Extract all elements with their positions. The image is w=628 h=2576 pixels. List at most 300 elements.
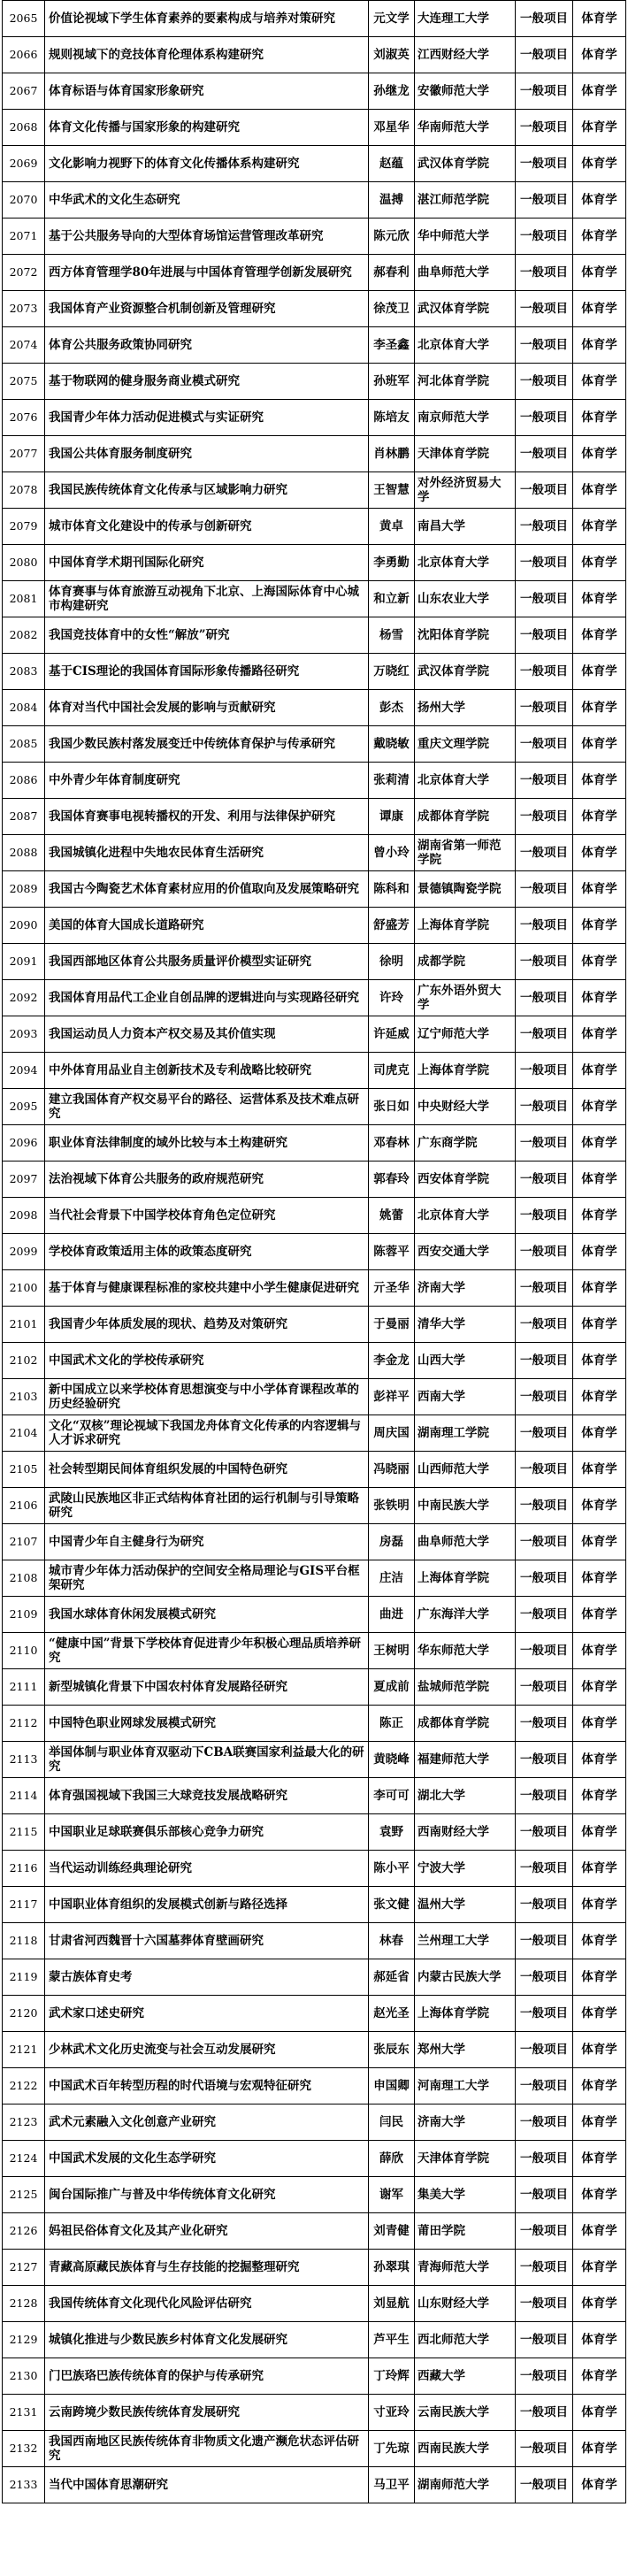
row-number: 2090 bbox=[3, 908, 45, 944]
row-number: 2131 bbox=[3, 2395, 45, 2431]
row-number: 2082 bbox=[3, 617, 45, 654]
project-type: 一般项目 bbox=[516, 1706, 573, 1742]
institution: 广东外语外贸大学 bbox=[415, 980, 516, 1016]
row-number: 2101 bbox=[3, 1307, 45, 1343]
row-number: 2104 bbox=[3, 1415, 45, 1452]
principal-investigator: 许延威 bbox=[369, 1016, 415, 1053]
project-type: 一般项目 bbox=[516, 436, 573, 472]
table-row bbox=[3, 327, 626, 364]
project-type: 一般项目 bbox=[516, 2213, 573, 2250]
table-row bbox=[3, 1851, 626, 1887]
institution: 西南财经大学 bbox=[415, 1814, 516, 1851]
discipline: 体育学 bbox=[573, 1742, 626, 1778]
table-row bbox=[3, 1307, 626, 1343]
discipline: 体育学 bbox=[573, 73, 626, 110]
institution: 辽宁师范大学 bbox=[415, 1016, 516, 1053]
principal-investigator: 刘青健 bbox=[369, 2213, 415, 2250]
project-type: 一般项目 bbox=[516, 2032, 573, 2068]
principal-investigator: 陈元欣 bbox=[369, 218, 415, 255]
table-row bbox=[3, 1270, 626, 1307]
project-title: 城镇化推进与少数民族乡村体育文化发展研究 bbox=[45, 2322, 369, 2358]
project-type: 一般项目 bbox=[516, 1959, 573, 1996]
project-title: “健康中国”背景下学校体育促进青少年积极心理品质培养研究 bbox=[45, 1633, 369, 1669]
project-type: 一般项目 bbox=[516, 1851, 573, 1887]
project-type: 一般项目 bbox=[516, 1524, 573, 1560]
institution: 成都体育学院 bbox=[415, 1706, 516, 1742]
project-title: 我国少数民族村落发展变迁中传统体育保护与传承研究 bbox=[45, 726, 369, 763]
discipline: 体育学 bbox=[573, 1996, 626, 2032]
project-title: 体育赛事与体育旅游互动视角下北京、上海国际体育中心城市构建研究 bbox=[45, 581, 369, 617]
table-row bbox=[3, 1162, 626, 1198]
project-title: 我国青少年体力活动促进模式与实证研究 bbox=[45, 400, 369, 436]
row-number: 2097 bbox=[3, 1162, 45, 1198]
principal-investigator: 许玲 bbox=[369, 980, 415, 1016]
project-type: 一般项目 bbox=[516, 1, 573, 37]
institution: 温州大学 bbox=[415, 1887, 516, 1923]
row-number: 2079 bbox=[3, 509, 45, 545]
table-row bbox=[3, 1, 626, 37]
project-type: 一般项目 bbox=[516, 255, 573, 291]
table-row bbox=[3, 1415, 626, 1452]
project-title: 体育标语与体育国家形象研究 bbox=[45, 73, 369, 110]
institution: 重庆文理学院 bbox=[415, 726, 516, 763]
table-row bbox=[3, 1089, 626, 1125]
table-row bbox=[3, 2177, 626, 2213]
row-number: 2126 bbox=[3, 2213, 45, 2250]
institution: 郑州大学 bbox=[415, 2032, 516, 2068]
table-row bbox=[3, 835, 626, 871]
institution: 西南民族大学 bbox=[415, 2431, 516, 2467]
institution: 河北体育学院 bbox=[415, 364, 516, 400]
project-title: 基于体育与健康课程标准的家校共建中小学生健康促进研究 bbox=[45, 1270, 369, 1307]
row-number: 2100 bbox=[3, 1270, 45, 1307]
project-type: 一般项目 bbox=[516, 2286, 573, 2322]
discipline: 体育学 bbox=[573, 726, 626, 763]
project-type: 一般项目 bbox=[516, 1343, 573, 1379]
principal-investigator: 马卫平 bbox=[369, 2467, 415, 2503]
institution: 江西财经大学 bbox=[415, 37, 516, 73]
table-row bbox=[3, 871, 626, 908]
discipline: 体育学 bbox=[573, 2104, 626, 2141]
principal-investigator: 李勇勤 bbox=[369, 545, 415, 581]
row-number: 2085 bbox=[3, 726, 45, 763]
institution: 西安体育学院 bbox=[415, 1162, 516, 1198]
project-title: 体育对当代中国社会发展的影响与贡献研究 bbox=[45, 690, 369, 726]
discipline: 体育学 bbox=[573, 1778, 626, 1814]
project-title: 举国体制与职业体育双驱动下CBA联赛国家利益最大化的研究 bbox=[45, 1742, 369, 1778]
principal-investigator: 戴晓敏 bbox=[369, 726, 415, 763]
institution: 西安交通大学 bbox=[415, 1234, 516, 1270]
project-title: 妈祖民俗体育文化及其产业化研究 bbox=[45, 2213, 369, 2250]
discipline: 体育学 bbox=[573, 472, 626, 509]
row-number: 2072 bbox=[3, 255, 45, 291]
principal-investigator: 郝春利 bbox=[369, 255, 415, 291]
discipline: 体育学 bbox=[573, 1524, 626, 1560]
table-row bbox=[3, 654, 626, 690]
institution: 武汉体育学院 bbox=[415, 654, 516, 690]
project-type: 一般项目 bbox=[516, 2467, 573, 2503]
project-type: 一般项目 bbox=[516, 799, 573, 835]
project-title: 我国竞技体育中的女性“解放”研究 bbox=[45, 617, 369, 654]
project-type: 一般项目 bbox=[516, 1016, 573, 1053]
institution: 济南大学 bbox=[415, 2104, 516, 2141]
principal-investigator: 杨雪 bbox=[369, 617, 415, 654]
principal-investigator: 冯晓丽 bbox=[369, 1452, 415, 1488]
institution: 上海体育学院 bbox=[415, 1053, 516, 1089]
project-type: 一般项目 bbox=[516, 1125, 573, 1162]
row-number: 2065 bbox=[3, 1, 45, 37]
institution: 曲阜师范大学 bbox=[415, 255, 516, 291]
project-title: 中外体育用品业自主创新技术及专利战略比较研究 bbox=[45, 1053, 369, 1089]
project-title: 当代社会背景下中国学校体育角色定位研究 bbox=[45, 1198, 369, 1234]
principal-investigator: 曾小玲 bbox=[369, 835, 415, 871]
table-row bbox=[3, 2213, 626, 2250]
row-number: 2110 bbox=[3, 1633, 45, 1669]
project-title: 西方体育管理学80年进展与中国体育管理学创新发展研究 bbox=[45, 255, 369, 291]
discipline: 体育学 bbox=[573, 617, 626, 654]
table-row bbox=[3, 400, 626, 436]
project-list-body bbox=[3, 1, 626, 2503]
principal-investigator: 万晓红 bbox=[369, 654, 415, 690]
discipline: 体育学 bbox=[573, 255, 626, 291]
row-number: 2074 bbox=[3, 327, 45, 364]
principal-investigator: 芦平生 bbox=[369, 2322, 415, 2358]
project-title: 我国公共体育服务制度研究 bbox=[45, 436, 369, 472]
institution: 扬州大学 bbox=[415, 690, 516, 726]
project-type: 一般项目 bbox=[516, 146, 573, 182]
project-title: 新型城镇化背景下中国农村体育发展路径研究 bbox=[45, 1669, 369, 1706]
row-number: 2070 bbox=[3, 182, 45, 218]
institution: 济南大学 bbox=[415, 1270, 516, 1307]
table-row bbox=[3, 1814, 626, 1851]
row-number: 2078 bbox=[3, 472, 45, 509]
principal-investigator: 黄晓峰 bbox=[369, 1742, 415, 1778]
discipline: 体育学 bbox=[573, 436, 626, 472]
table-row bbox=[3, 2322, 626, 2358]
project-type: 一般项目 bbox=[516, 2104, 573, 2141]
table-row bbox=[3, 581, 626, 617]
project-type: 一般项目 bbox=[516, 327, 573, 364]
row-number: 2122 bbox=[3, 2068, 45, 2104]
table-row bbox=[3, 799, 626, 835]
project-title: 我国西南地区民族传统体育非物质文化遗产濒危状态评估研究 bbox=[45, 2431, 369, 2467]
project-type: 一般项目 bbox=[516, 1560, 573, 1597]
discipline: 体育学 bbox=[573, 799, 626, 835]
project-title: 基于公共服务导向的大型体育场馆运营管理改革研究 bbox=[45, 218, 369, 255]
project-title: 云南跨境少数民族传统体育发展研究 bbox=[45, 2395, 369, 2431]
table-row bbox=[3, 1887, 626, 1923]
table-row bbox=[3, 617, 626, 654]
discipline: 体育学 bbox=[573, 1597, 626, 1633]
row-number: 2096 bbox=[3, 1125, 45, 1162]
table-row bbox=[3, 291, 626, 327]
institution: 内蒙古民族大学 bbox=[415, 1959, 516, 1996]
institution: 云南民族大学 bbox=[415, 2395, 516, 2431]
table-row bbox=[3, 472, 626, 509]
project-type: 一般项目 bbox=[516, 545, 573, 581]
project-type: 一般项目 bbox=[516, 1234, 573, 1270]
discipline: 体育学 bbox=[573, 1851, 626, 1887]
table-row bbox=[3, 1053, 626, 1089]
project-type: 一般项目 bbox=[516, 218, 573, 255]
institution: 湖北大学 bbox=[415, 1778, 516, 1814]
institution: 安徽师范大学 bbox=[415, 73, 516, 110]
principal-investigator: 赵蕴 bbox=[369, 146, 415, 182]
institution: 武汉体育学院 bbox=[415, 146, 516, 182]
table-row bbox=[3, 37, 626, 73]
discipline: 体育学 bbox=[573, 182, 626, 218]
project-title: 门巴族珞巴族传统体育的保护与传承研究 bbox=[45, 2358, 369, 2395]
table-row bbox=[3, 726, 626, 763]
row-number: 2088 bbox=[3, 835, 45, 871]
row-number: 2115 bbox=[3, 1814, 45, 1851]
table-row bbox=[3, 2395, 626, 2431]
principal-investigator: 王智慧 bbox=[369, 472, 415, 509]
project-title: 我国民族传统体育文化传承与区域影响力研究 bbox=[45, 472, 369, 509]
row-number: 2092 bbox=[3, 980, 45, 1016]
principal-investigator: 房磊 bbox=[369, 1524, 415, 1560]
project-title: 文化“双核”理论视域下我国龙舟体育文化传承的内容逻辑与人才诉求研究 bbox=[45, 1415, 369, 1452]
discipline: 体育学 bbox=[573, 2213, 626, 2250]
row-number: 2111 bbox=[3, 1669, 45, 1706]
institution: 成都学院 bbox=[415, 944, 516, 980]
principal-investigator: 陈正 bbox=[369, 1706, 415, 1742]
project-type: 一般项目 bbox=[516, 835, 573, 871]
discipline: 体育学 bbox=[573, 1307, 626, 1343]
project-type: 一般项目 bbox=[516, 2322, 573, 2358]
row-number: 2105 bbox=[3, 1452, 45, 1488]
table-row bbox=[3, 146, 626, 182]
institution: 莆田学院 bbox=[415, 2213, 516, 2250]
institution: 北京体育大学 bbox=[415, 545, 516, 581]
table-row bbox=[3, 255, 626, 291]
principal-investigator: 闫民 bbox=[369, 2104, 415, 2141]
row-number: 2130 bbox=[3, 2358, 45, 2395]
row-number: 2099 bbox=[3, 1234, 45, 1270]
project-title: 甘肃省河西魏晋十六国墓葬体育壁画研究 bbox=[45, 1923, 369, 1959]
project-title: 我国古今陶瓷艺术体育素材应用的价值取向及发展策略研究 bbox=[45, 871, 369, 908]
project-title: 中国体育学术期刊国际化研究 bbox=[45, 545, 369, 581]
principal-investigator: 周庆国 bbox=[369, 1415, 415, 1452]
row-number: 2125 bbox=[3, 2177, 45, 2213]
discipline: 体育学 bbox=[573, 654, 626, 690]
principal-investigator: 姚蕾 bbox=[369, 1198, 415, 1234]
table-row bbox=[3, 1379, 626, 1415]
institution: 沈阳体育学院 bbox=[415, 617, 516, 654]
principal-investigator: 庄洁 bbox=[369, 1560, 415, 1597]
project-type: 一般项目 bbox=[516, 1887, 573, 1923]
table-row bbox=[3, 364, 626, 400]
principal-investigator: 元文学 bbox=[369, 1, 415, 37]
institution: 北京体育大学 bbox=[415, 1198, 516, 1234]
discipline: 体育学 bbox=[573, 2177, 626, 2213]
project-list-table bbox=[2, 0, 626, 2503]
discipline: 体育学 bbox=[573, 690, 626, 726]
project-type: 一般项目 bbox=[516, 2431, 573, 2467]
institution: 山东财经大学 bbox=[415, 2286, 516, 2322]
principal-investigator: 黄卓 bbox=[369, 509, 415, 545]
principal-investigator: 刘淑英 bbox=[369, 37, 415, 73]
project-type: 一般项目 bbox=[516, 1996, 573, 2032]
row-number: 2095 bbox=[3, 1089, 45, 1125]
principal-investigator: 舒盛芳 bbox=[369, 908, 415, 944]
project-title: 职业体育法律制度的域外比较与本土构建研究 bbox=[45, 1125, 369, 1162]
row-number: 2129 bbox=[3, 2322, 45, 2358]
table-row bbox=[3, 1633, 626, 1669]
project-title: 新中国成立以来学校体育思想演变与中小学体育课程改革的历史经验研究 bbox=[45, 1379, 369, 1415]
discipline: 体育学 bbox=[573, 37, 626, 73]
institution: 中南民族大学 bbox=[415, 1488, 516, 1524]
discipline: 体育学 bbox=[573, 1706, 626, 1742]
discipline: 体育学 bbox=[573, 218, 626, 255]
project-title: 中国青少年自主健身行为研究 bbox=[45, 1524, 369, 1560]
row-number: 2118 bbox=[3, 1923, 45, 1959]
row-number: 2089 bbox=[3, 871, 45, 908]
row-number: 2119 bbox=[3, 1959, 45, 1996]
discipline: 体育学 bbox=[573, 1125, 626, 1162]
project-title: 城市青少年体力活动保护的空间安全格局理论与GIS平台框架研究 bbox=[45, 1560, 369, 1597]
discipline: 体育学 bbox=[573, 2032, 626, 2068]
project-title: 基于CIS理论的我国体育国际形象传播路径研究 bbox=[45, 654, 369, 690]
institution: 西北师范大学 bbox=[415, 2322, 516, 2358]
row-number: 2091 bbox=[3, 944, 45, 980]
table-row bbox=[3, 908, 626, 944]
project-type: 一般项目 bbox=[516, 871, 573, 908]
principal-investigator: 袁野 bbox=[369, 1814, 415, 1851]
project-type: 一般项目 bbox=[516, 182, 573, 218]
project-title: 城市体育文化建设中的传承与创新研究 bbox=[45, 509, 369, 545]
discipline: 体育学 bbox=[573, 291, 626, 327]
institution: 湛江师范学院 bbox=[415, 182, 516, 218]
project-type: 一般项目 bbox=[516, 110, 573, 146]
project-type: 一般项目 bbox=[516, 2141, 573, 2177]
institution: 清华大学 bbox=[415, 1307, 516, 1343]
table-row bbox=[3, 1016, 626, 1053]
principal-investigator: 孙班军 bbox=[369, 364, 415, 400]
row-number: 2075 bbox=[3, 364, 45, 400]
row-number: 2083 bbox=[3, 654, 45, 690]
project-title: 基于物联网的健身服务商业模式研究 bbox=[45, 364, 369, 400]
project-title: 我国城镇化进程中失地农民体育生活研究 bbox=[45, 835, 369, 871]
project-type: 一般项目 bbox=[516, 1742, 573, 1778]
table-row bbox=[3, 690, 626, 726]
table-row bbox=[3, 2250, 626, 2286]
discipline: 体育学 bbox=[573, 146, 626, 182]
row-number: 2102 bbox=[3, 1343, 45, 1379]
table-row bbox=[3, 110, 626, 146]
discipline: 体育学 bbox=[573, 1270, 626, 1307]
principal-investigator: 孙翠琪 bbox=[369, 2250, 415, 2286]
table-row bbox=[3, 1923, 626, 1959]
principal-investigator: 谭康 bbox=[369, 799, 415, 835]
discipline: 体育学 bbox=[573, 1234, 626, 1270]
row-number: 2123 bbox=[3, 2104, 45, 2141]
table-row bbox=[3, 1778, 626, 1814]
discipline: 体育学 bbox=[573, 908, 626, 944]
discipline: 体育学 bbox=[573, 1053, 626, 1089]
discipline: 体育学 bbox=[573, 1923, 626, 1959]
institution: 景德镇陶瓷学院 bbox=[415, 871, 516, 908]
table-row bbox=[3, 2141, 626, 2177]
principal-investigator: 亓圣华 bbox=[369, 1270, 415, 1307]
table-row bbox=[3, 1234, 626, 1270]
principal-investigator: 李圣鑫 bbox=[369, 327, 415, 364]
table-row bbox=[3, 1959, 626, 1996]
table-row bbox=[3, 545, 626, 581]
project-type: 一般项目 bbox=[516, 1379, 573, 1415]
row-number: 2073 bbox=[3, 291, 45, 327]
principal-investigator: 刘显航 bbox=[369, 2286, 415, 2322]
institution: 曲阜师范大学 bbox=[415, 1524, 516, 1560]
row-number: 2094 bbox=[3, 1053, 45, 1089]
project-type: 一般项目 bbox=[516, 400, 573, 436]
discipline: 体育学 bbox=[573, 1959, 626, 1996]
project-title: 学校体育政策适用主体的政策态度研究 bbox=[45, 1234, 369, 1270]
project-type: 一般项目 bbox=[516, 2250, 573, 2286]
institution: 上海体育学院 bbox=[415, 1996, 516, 2032]
table-row bbox=[3, 1488, 626, 1524]
discipline: 体育学 bbox=[573, 2286, 626, 2322]
row-number: 2113 bbox=[3, 1742, 45, 1778]
principal-investigator: 申国卿 bbox=[369, 2068, 415, 2104]
project-title: 当代中国体育思潮研究 bbox=[45, 2467, 369, 2503]
institution: 山西大学 bbox=[415, 1343, 516, 1379]
project-title: 中外青少年体育制度研究 bbox=[45, 763, 369, 799]
project-type: 一般项目 bbox=[516, 509, 573, 545]
institution: 山西师范大学 bbox=[415, 1452, 516, 1488]
row-number: 2067 bbox=[3, 73, 45, 110]
institution: 北京体育大学 bbox=[415, 327, 516, 364]
project-type: 一般项目 bbox=[516, 1415, 573, 1452]
table-row bbox=[3, 763, 626, 799]
row-number: 2081 bbox=[3, 581, 45, 617]
institution: 华东师范大学 bbox=[415, 1633, 516, 1669]
row-number: 2103 bbox=[3, 1379, 45, 1415]
row-number: 2120 bbox=[3, 1996, 45, 2032]
project-type: 一般项目 bbox=[516, 2358, 573, 2395]
principal-investigator: 薛欣 bbox=[369, 2141, 415, 2177]
project-title: 体育公共服务政策协同研究 bbox=[45, 327, 369, 364]
project-title: 中国职业体育组织的发展模式创新与路径选择 bbox=[45, 1887, 369, 1923]
discipline: 体育学 bbox=[573, 1560, 626, 1597]
principal-investigator: 邓春林 bbox=[369, 1125, 415, 1162]
institution: 上海体育学院 bbox=[415, 1560, 516, 1597]
principal-investigator: 林春 bbox=[369, 1923, 415, 1959]
institution: 南京师范大学 bbox=[415, 400, 516, 436]
institution: 盐城师范学院 bbox=[415, 1669, 516, 1706]
discipline: 体育学 bbox=[573, 1089, 626, 1125]
table-row bbox=[3, 2358, 626, 2395]
institution: 华南师范大学 bbox=[415, 110, 516, 146]
principal-investigator: 和立新 bbox=[369, 581, 415, 617]
institution: 天津体育学院 bbox=[415, 436, 516, 472]
principal-investigator: 彭祥平 bbox=[369, 1379, 415, 1415]
row-number: 2112 bbox=[3, 1706, 45, 1742]
institution: 广东海洋大学 bbox=[415, 1597, 516, 1633]
discipline: 体育学 bbox=[573, 763, 626, 799]
principal-investigator: 张铁明 bbox=[369, 1488, 415, 1524]
project-type: 一般项目 bbox=[516, 1452, 573, 1488]
institution: 中央财经大学 bbox=[415, 1089, 516, 1125]
project-title: 法治视域下体育公共服务的政府规范研究 bbox=[45, 1162, 369, 1198]
row-number: 2071 bbox=[3, 218, 45, 255]
discipline: 体育学 bbox=[573, 2322, 626, 2358]
project-type: 一般项目 bbox=[516, 2068, 573, 2104]
project-type: 一般项目 bbox=[516, 1198, 573, 1234]
project-type: 一般项目 bbox=[516, 1162, 573, 1198]
principal-investigator: 寸亚玲 bbox=[369, 2395, 415, 2431]
project-title: 我国体育赛事电视转播权的开发、利用与法律保护研究 bbox=[45, 799, 369, 835]
